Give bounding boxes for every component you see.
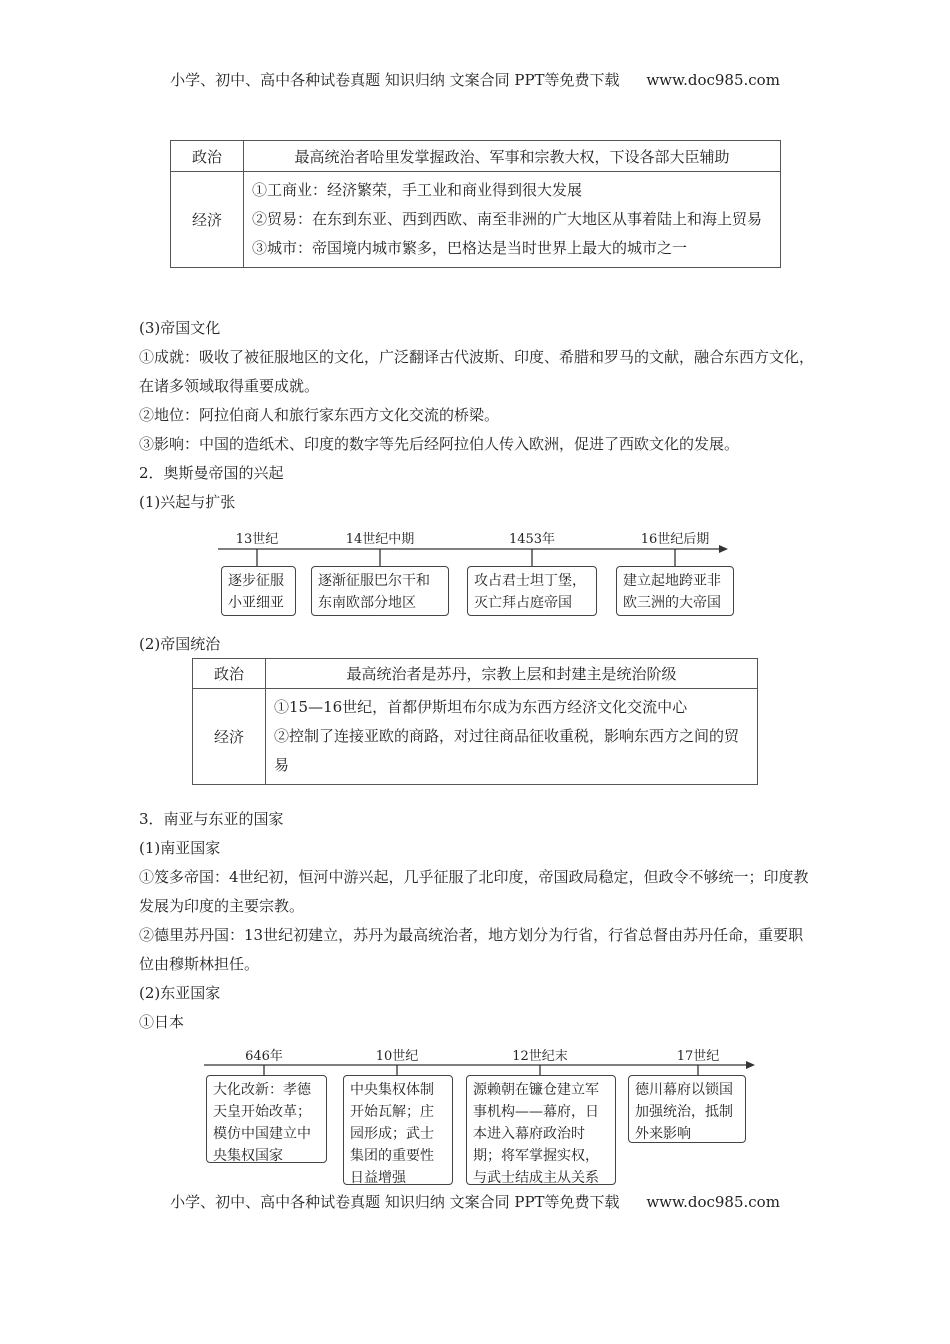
footer-text: 小学、初中、高中各种试卷真题 知识归纳 文案合同 PPT等免费下载	[170, 1193, 620, 1211]
south-asia-item: ①笈多帝国：4世纪初，恒河中游兴起，几乎征服了北印度，帝国政局稳定，但政令不够统一；印度教发展为印度的主要宗教。	[139, 868, 809, 915]
ottoman-heading: 2．奥斯曼帝国的兴起	[139, 464, 284, 482]
footer-url[interactable]: www.doc985.com	[646, 1193, 780, 1211]
timeline-time: 14世纪中期	[345, 532, 415, 547]
economy-item: ②贸易：在东到东亚、西到西欧、南至非洲的广大地区从事着陆上和海上贸易	[252, 210, 763, 228]
asia-heading: 3．南亚与东亚的国家	[139, 810, 284, 828]
politics-label: 政治	[171, 141, 244, 172]
ottoman-sub1: (1)兴起与扩张	[139, 493, 236, 511]
ottoman-sub2: (2)帝国统治	[139, 635, 221, 653]
timeline-time: 12世纪末	[512, 1049, 568, 1064]
timeline-time: 17世纪	[676, 1049, 720, 1064]
timeline-time: 1453年	[508, 532, 556, 547]
economy-item: ②控制了连接亚欧的商路，对过往商品征收重税，影响东西方之间的贸易	[274, 727, 740, 774]
timeline-time: 10世纪	[375, 1049, 419, 1064]
timeline-time: 13世纪	[235, 532, 279, 547]
culture-item: ③影响：中国的造纸术、印度的数字等先后经阿拉伯人传入欧洲，促进了西欧文化的发展。	[139, 435, 740, 453]
header-url[interactable]: www.doc985.com	[646, 71, 780, 89]
politics-text: 最高统治者是苏丹，宗教上层和封建主是统治阶级	[266, 659, 758, 689]
economy-label: 经济	[171, 172, 244, 268]
header-text: 小学、初中、高中各种试卷真题 知识归纳 文案合同 PPT等免费下载	[170, 71, 620, 89]
economy-item: ①工商业：经济繁荣，手工业和商业得到很大发展	[252, 181, 583, 199]
timeline-time: 646年	[245, 1049, 283, 1064]
timeline-event: 德川幕府以锁国加强统治，抵制外来影响	[628, 1075, 746, 1143]
culture-item: ②地位：阿拉伯商人和旅行家东西方文化交流的桥梁。	[139, 406, 500, 424]
economy-item: ③城市：帝国境内城市繁多，巴格达是当时世界上最大的城市之一	[252, 239, 688, 257]
south-asia-item: ②德里苏丹国：13世纪初建立，苏丹为最高统治者，地方划分为行省，行省总督由苏丹任命，重要职位由穆斯林担任。	[139, 926, 804, 973]
timeline-event: 逐步征服小亚细亚	[221, 566, 296, 616]
asia-sub1: (1)南亚国家	[139, 839, 221, 857]
politics-text: 最高统治者哈里发掌握政治、军事和宗教大权，下设各部大臣辅助	[244, 141, 781, 172]
timeline-event: 逐渐征服巴尔干和东南欧部分地区	[311, 566, 449, 616]
timeline-event: 中央集权体制开始瓦解；庄园形成；武士集团的重要性日益增强	[343, 1075, 453, 1185]
asia-sub2: (2)东亚国家	[139, 984, 221, 1002]
economy-item: ①15—16世纪，首都伊斯坦布尔成为东西方经济文化交流中心	[274, 698, 688, 716]
japan-label: ①日本	[139, 1013, 185, 1031]
timeline-event: 源赖朝在镰仓建立军事机构——幕府，日本进入幕府政治时期；将军掌握实权，与武士结成主从关系	[466, 1075, 616, 1185]
culture-heading: (3)帝国文化	[139, 319, 221, 337]
economy-label: 经济	[193, 689, 266, 785]
timeline-event: 攻占君士坦丁堡，灭亡拜占庭帝国	[467, 566, 597, 616]
page-footer	[0, 1191, 950, 1212]
timeline-time: 16世纪后期	[640, 532, 710, 547]
politics-label: 政治	[193, 659, 266, 689]
timeline-event: 建立起地跨亚非欧三洲的大帝国	[616, 566, 734, 616]
timeline-event: 大化改新：孝德天皇开始改革；模仿中国建立中央集权国家	[206, 1075, 327, 1163]
culture-item: ①成就：吸收了被征服地区的文化，广泛翻译古代波斯、印度、希腊和罗马的文献，融合东西方文化，在诸多领域取得重要成就。	[139, 348, 815, 395]
